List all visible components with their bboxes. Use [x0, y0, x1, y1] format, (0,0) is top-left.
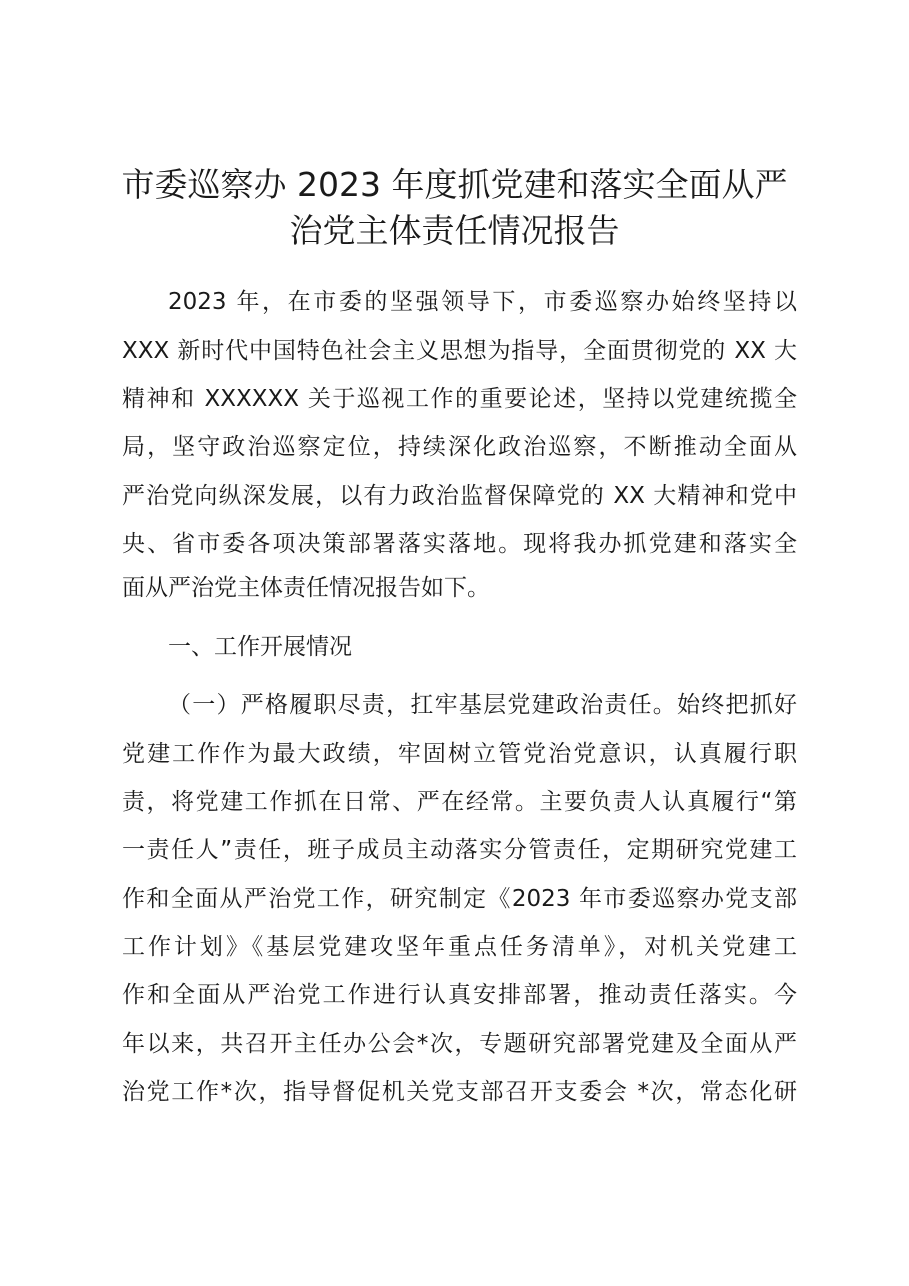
subsection-paragraph-line: 年以来，共召开主任办公会*次，专题研究部署党建及全面从严 [122, 1031, 797, 1057]
intro-paragraph-line: 局，坚守政治巡察定位，持续深化政治巡察，不断推动全面从 [122, 434, 797, 460]
intro-paragraph-line: XXX 新时代中国特色社会主义思想为指导，全面贯彻党的 XX 大 [122, 338, 797, 364]
intro-paragraph-line: 央、省市委各项决策部署落实落地。现将我办抓党建和落实全 [122, 531, 797, 557]
intro-paragraph-line: 严治党向纵深发展，以有力政治监督保障党的 XX 大精神和党中 [122, 483, 797, 509]
subsection-paragraph-line: 一责任人”责任，班子成员主动落实分管责任，定期研究党建工 [122, 837, 797, 863]
intro-paragraph-line: 面从严治党主体责任情况报告如下。 [122, 575, 490, 601]
subsection-paragraph-line: 工作计划》《基层党建攻坚年重点任务清单》，对机关党建工 [122, 934, 797, 960]
intro-paragraph-line: 2023 年，在市委的坚强领导下，市委巡察办始终坚持以 [168, 289, 797, 315]
subsection-paragraph-line: 责，将党建工作抓在日常、严在经常。主要负责人认真履行“第 [122, 789, 797, 815]
subsection-paragraph-line: 作和全面从严治党工作，研究制定《2023 年市委巡察办党支部 [122, 886, 797, 912]
subsection-paragraph-line: 党建工作作为最大政绩，牢固树立管党治党意识，认真履行职 [122, 741, 797, 767]
document-title-line-1: 市委巡察办 2023 年度抓党建和落实全面从严 [121, 165, 788, 204]
intro-paragraph-line: 精神和 XXXXXX 关于巡视工作的重要论述，坚持以党建统揽全 [122, 386, 797, 412]
section-heading: 一、工作开展情况 [168, 634, 352, 660]
document-title-line-2: 治党主体责任情况报告 [289, 211, 620, 250]
subsection-paragraph-line: 治党工作*次，指导督促机关党支部召开支委会 *次，常态化研 [122, 1079, 797, 1105]
subsection-paragraph-line: 作和全面从严治党工作进行认真安排部署，推动责任落实。今 [122, 982, 797, 1008]
subsection-paragraph-line: （一）严格履职尽责，扛牢基层党建政治责任。始终把抓好 [168, 692, 797, 718]
